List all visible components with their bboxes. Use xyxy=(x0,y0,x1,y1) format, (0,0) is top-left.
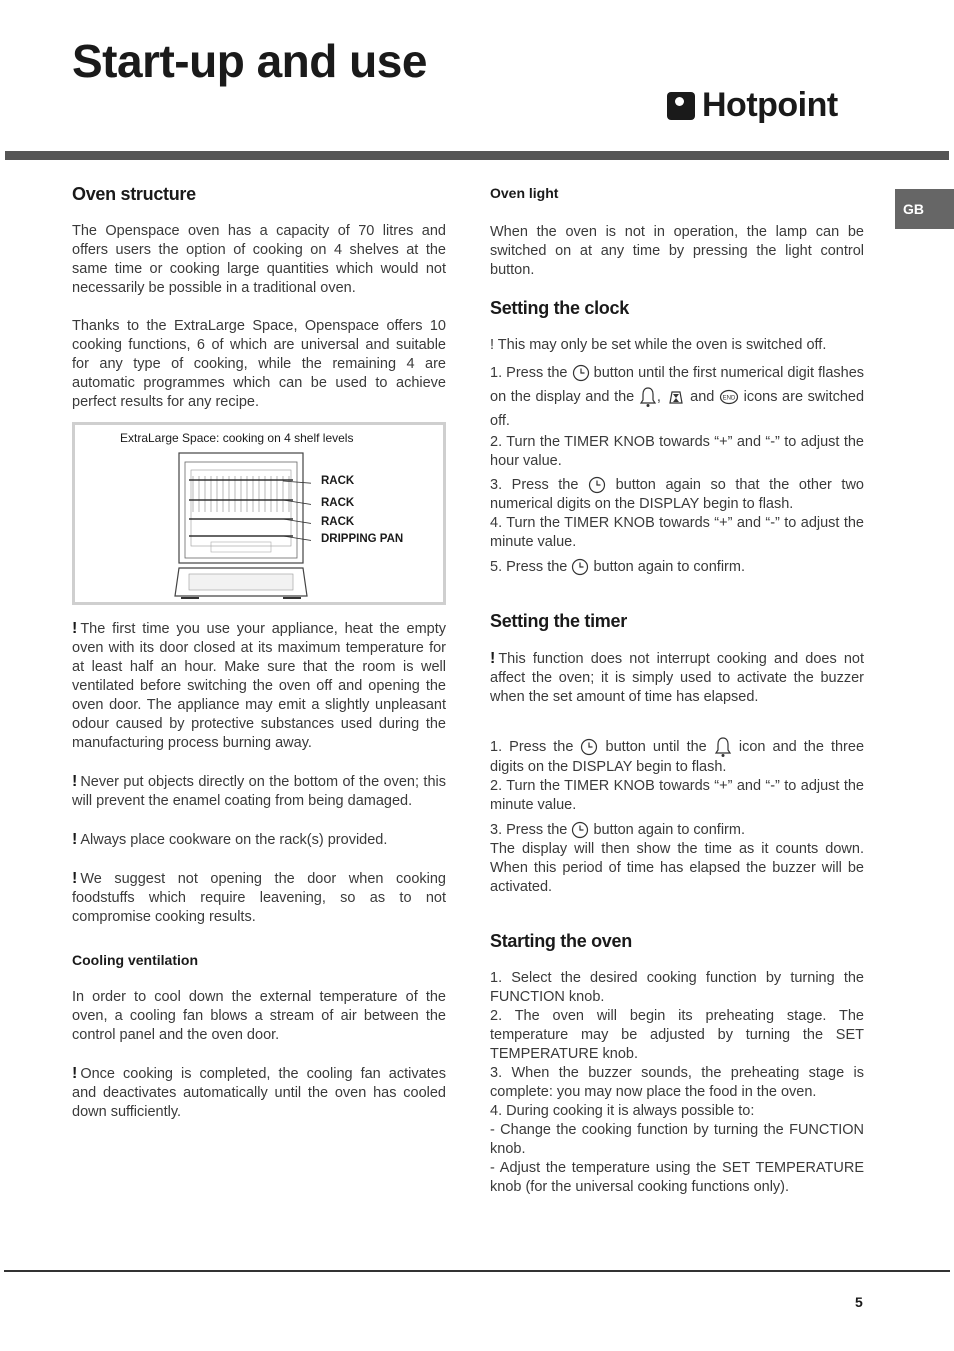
cooling-warning: ! Once cooking is completed, the cooling fan activates and deactivates automatically until the oven has cooled down sufficiently. xyxy=(72,1065,446,1120)
clock-step-3: 3. Press the button again so that the other two numerical digits on the DISPLAY begin to flash. xyxy=(490,477,864,512)
clock-step-5: 5. Press the button again to confirm. xyxy=(490,559,745,575)
clock-icon xyxy=(580,738,598,756)
oven-shelf-diagram xyxy=(72,422,446,605)
cooking-duration-icon xyxy=(666,388,686,406)
diagram-label-rack-3: RACK xyxy=(321,516,355,528)
diagram-title: ExtraLarge Space: cooking on 4 shelf levels xyxy=(120,431,354,445)
clock-step-2: 2. Turn the TIMER KNOB towards “+” and “-” to adjust the hour value. xyxy=(490,434,864,469)
clock-step-1: 1. Press the button until the first numerical digit flashes on the display and the , and END icons are switched off. xyxy=(490,365,865,429)
oven-structure-heading: Oven structure xyxy=(72,184,196,204)
clock-icon xyxy=(571,558,589,576)
clock-icon xyxy=(588,476,606,494)
end-cooking-icon xyxy=(719,388,739,406)
oven-light-paragraph: When the oven is not in operation, the lamp can be switched on at any time by pressing the light control button. xyxy=(490,224,864,278)
header-divider xyxy=(5,151,949,160)
hotpoint-logo-icon xyxy=(667,92,695,120)
oven-structure-paragraph-2: Thanks to the ExtraLarge Space, Openspace offers 10 cooking functions, 6 of which are universal and suitable for any type of cooking, while the remaining 4 are automatic programmes which can be used to achieve perfect results for any recipe. xyxy=(72,318,446,410)
warning-bottom: ! Never put objects directly on the bottom of the oven; this will prevent the enamel coating from being damaged. xyxy=(72,773,446,809)
starting-step-2: 2. The oven will begin its preheating stage. The temperature may be adjusted by turning the SET TEMPERATURE knob. xyxy=(490,1008,864,1062)
warning-cookware: ! Always place cookware on the rack(s) provided. xyxy=(72,831,388,848)
diagram-label-rack-1: RACK xyxy=(321,475,355,487)
left-column xyxy=(72,182,446,1122)
timer-step-1: 1. Press the button until the icon and the three digits on the DISPLAY begin to flash. xyxy=(490,736,864,777)
warning-first-use: ! The first time you use your appliance, heat the empty oven with its door closed at its maximum temperature for at least half an hour. Make sure that the room is well ventilated before switching the oven off and opening the oven door. The appliance may emit a slightly unpleasant odour caused by protective substances used during the manufacturing process burning away. xyxy=(72,620,446,751)
warning-door: ! We suggest not opening the door when cooking foodstuffs which require leavening, so as to not compromise cooking results. xyxy=(72,870,446,925)
brand-name: Hotpoint xyxy=(702,86,838,124)
starting-step-4: 4. During cooking it is always possible to: xyxy=(490,1103,755,1119)
page-number: 5 xyxy=(855,1294,863,1310)
cooling-ventilation-paragraph: In order to cool down the external temperature of the oven, a cooling fan blows a stream of air between the control panel and the oven door. xyxy=(72,989,446,1043)
hotpoint-logo xyxy=(667,86,838,125)
footer-divider xyxy=(4,1270,950,1272)
starting-step-1: 1. Select the desired cooking function by turning the FUNCTION knob. xyxy=(490,970,864,1005)
clock-step-4: 4. Turn the TIMER KNOB towards “+” and “-” to adjust the minute value. xyxy=(490,515,864,550)
timer-step-3: 3. Press the button again to confirm. xyxy=(490,822,745,838)
diagram-label-rack-2: RACK xyxy=(321,497,355,509)
right-column xyxy=(490,182,864,1197)
timer-countdown-paragraph: The display will then show the time as it counts down. When this period of time has elapsed the buzzer will be activated. xyxy=(490,841,864,895)
diagram-label-dripping-pan: DRIPPING PAN xyxy=(321,533,404,545)
clock-icon xyxy=(572,364,590,382)
starting-oven-heading: Starting the oven xyxy=(490,931,632,951)
setting-clock-heading: Setting the clock xyxy=(490,298,629,318)
clock-icon xyxy=(571,821,589,839)
bell-icon xyxy=(714,736,732,758)
oven-illustration xyxy=(171,450,311,602)
timer-note: ! This function does not interrupt cooking and does not affect the oven; it is simply used to activate the buzzer when the set amount of time has elapsed. xyxy=(490,650,864,705)
starting-step-3: 3. When the buzzer sounds, the preheating stage is complete: you may now place the food in the oven. xyxy=(490,1065,864,1100)
timer-step-2: 2. Turn the TIMER KNOB towards “+” and “-” to adjust the minute value. xyxy=(490,778,864,813)
oven-light-heading: Oven light xyxy=(490,185,559,201)
page-title: Start-up and use xyxy=(72,35,427,87)
svg-text:END: END xyxy=(722,395,736,402)
setting-timer-heading: Setting the timer xyxy=(490,611,627,631)
cooling-ventilation-heading: Cooling ventilation xyxy=(72,952,198,968)
oven-structure-paragraph-1: The Openspace oven has a capacity of 70 litres and offers users the option of cooking on 4 shelves at the same time or cooking large quantities which would not necessarily be possible in a traditional oven. xyxy=(72,223,446,296)
clock-note: ! This may only be set while the oven is switched off. xyxy=(490,337,827,353)
bell-icon xyxy=(639,386,657,408)
starting-step-5: - Change the cooking function by turning the FUNCTION knob. xyxy=(490,1122,864,1157)
language-tab: GB xyxy=(895,189,954,229)
starting-step-6: - Adjust the temperature using the SET TEMPERATURE knob (for the universal cooking functions only). xyxy=(490,1160,864,1195)
